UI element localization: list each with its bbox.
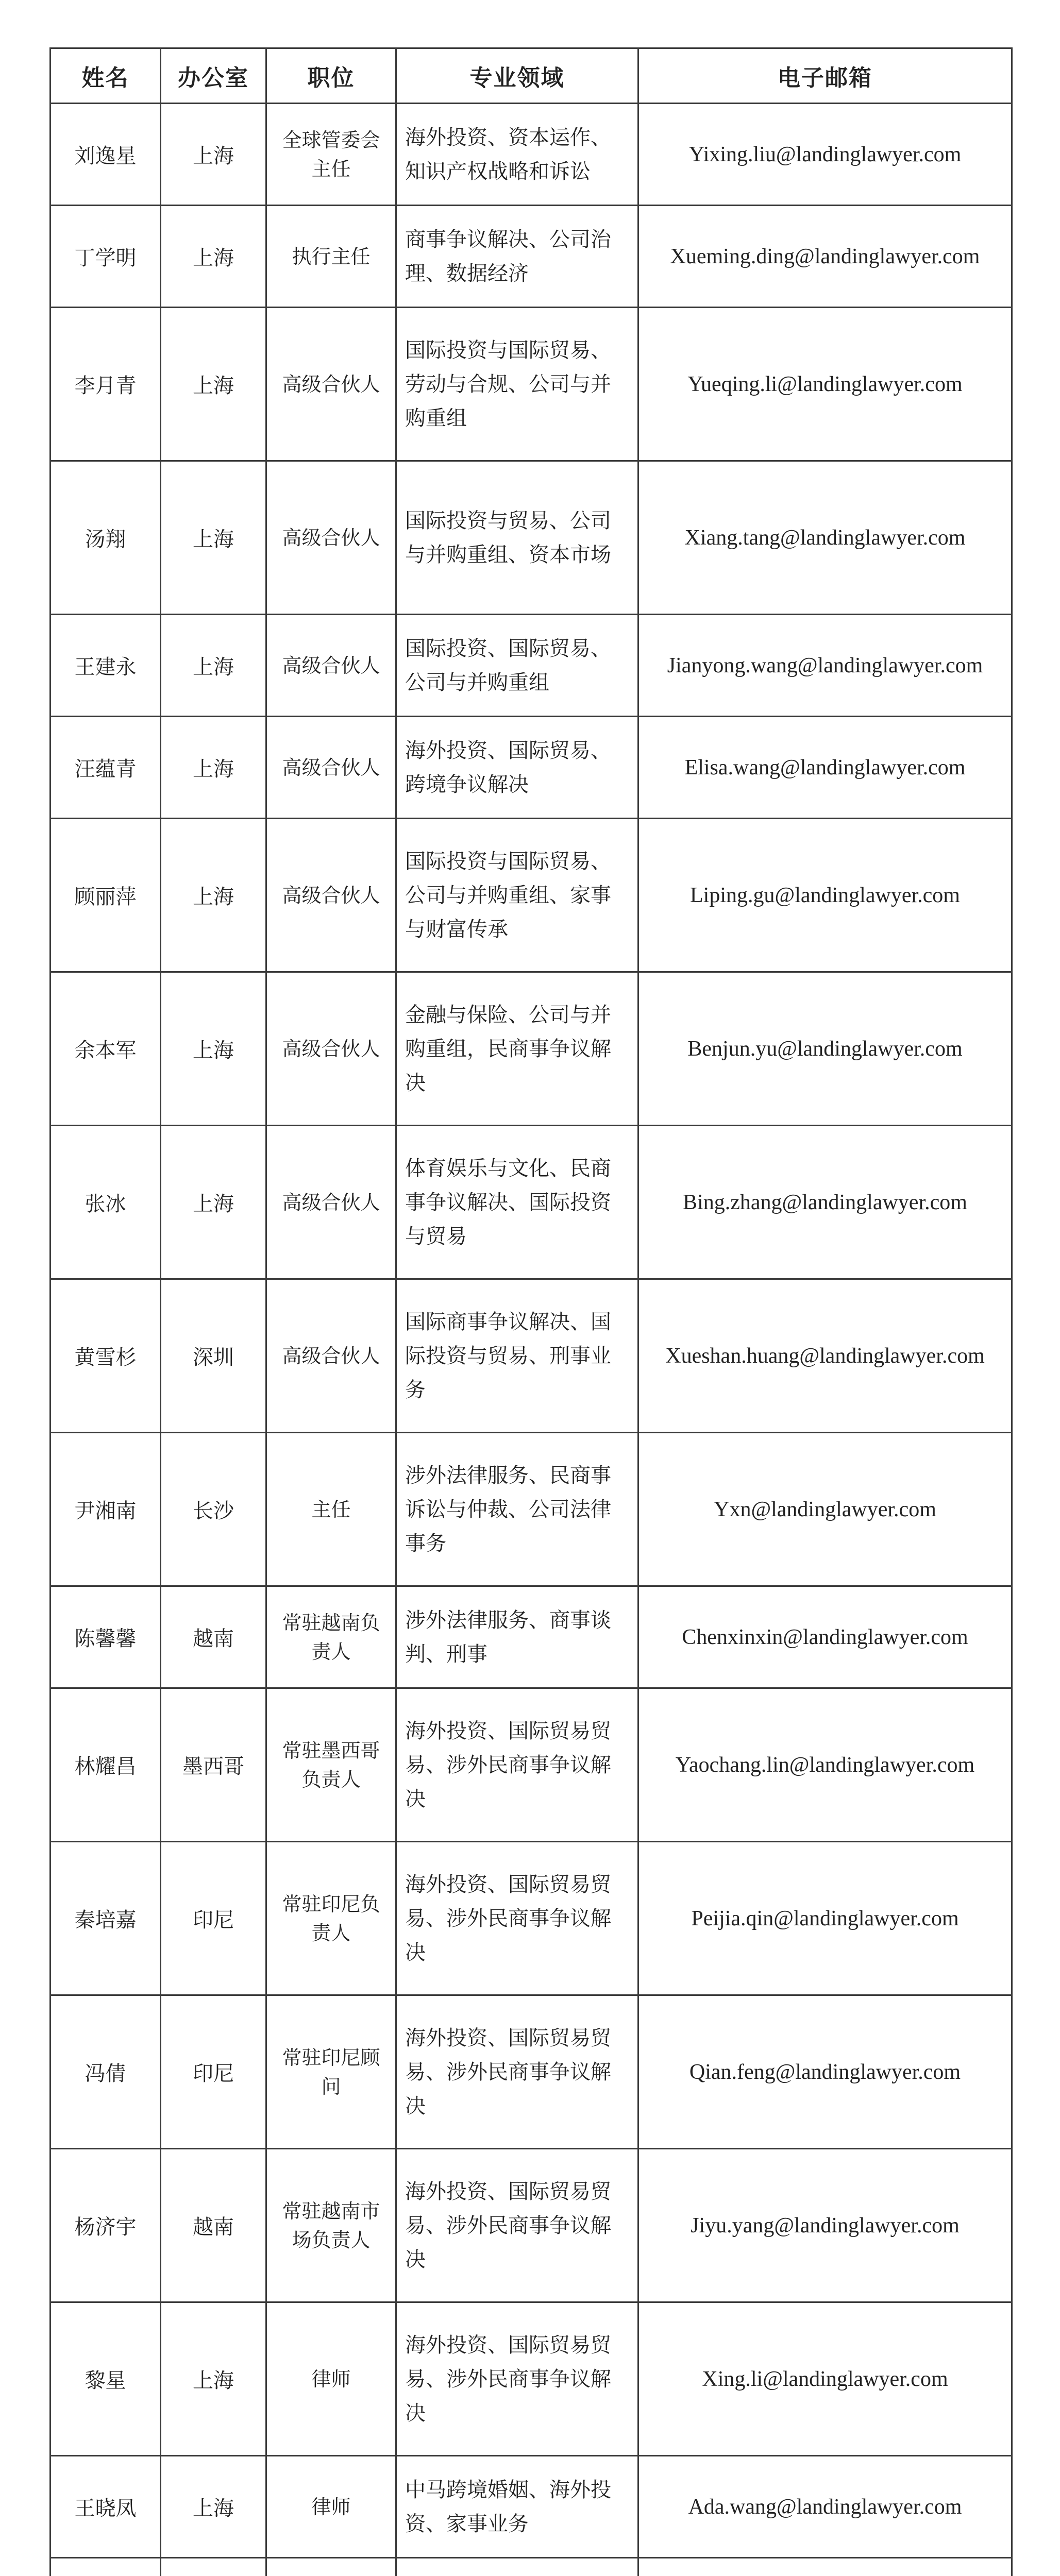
email-cell: Xiang.tang@landinglawyer.com	[638, 461, 1012, 615]
area-cell: 海外投资、国际贸易贸易、涉外民商事争议解决	[396, 1995, 638, 2149]
name-cell: 冯倩	[51, 1995, 161, 2149]
table-body	[51, 104, 1012, 2576]
title-cell: 高级合伙人	[266, 972, 396, 1126]
table-row	[51, 1842, 1012, 1995]
table-row	[51, 717, 1012, 819]
name-cell: 秦培嘉	[51, 1842, 161, 1995]
lawyer-directory	[49, 47, 1011, 2576]
name-cell	[51, 2558, 161, 2576]
name-cell: 顾丽萍	[51, 819, 161, 972]
office-cell: 上海	[161, 972, 266, 1126]
email-cell: Benjun.yu@landinglawyer.com	[638, 972, 1012, 1126]
title-cell: 律师	[266, 2456, 396, 2558]
office-cell: 印尼	[161, 1842, 266, 1995]
office-cell: 深圳	[161, 1279, 266, 1433]
office-cell: 上海	[161, 1126, 266, 1279]
email-cell: Qian.feng@landinglawyer.com	[638, 1995, 1012, 2149]
header-title: 职位	[266, 48, 396, 104]
email-cell: Ada.wang@landinglawyer.com	[638, 2456, 1012, 2558]
name-cell: 余本军	[51, 972, 161, 1126]
table-row	[51, 615, 1012, 717]
office-cell: 墨西哥	[161, 1688, 266, 1842]
area-cell: 海外投资、国际贸易贸易、涉外民商事争议解决	[396, 1688, 638, 1842]
title-cell: 高级合伙人	[266, 308, 396, 461]
email-cell: Liping.gu@landinglawyer.com	[638, 819, 1012, 972]
email-cell: Yixing.liu@landinglawyer.com	[638, 104, 1012, 206]
area-cell: 体育娱乐与文化、民商事争议解决、国际投资与贸易	[396, 1126, 638, 1279]
title-cell: 执行主任	[266, 206, 396, 308]
table-header	[51, 48, 1012, 104]
area-cell: 国际投资与国际贸易、公司与并购重组、家事与财富传承	[396, 819, 638, 972]
title-cell: 高级合伙人	[266, 717, 396, 819]
name-cell: 黄雪杉	[51, 1279, 161, 1433]
name-cell: 陈馨馨	[51, 1586, 161, 1688]
area-cell: 国际投资与贸易、公司与并购重组、资本市场	[396, 461, 638, 615]
area-cell: 海外投资、国际贸易贸易、涉外民商事争议解决	[396, 2149, 638, 2302]
email-cell: Bing.zhang@landinglawyer.com	[638, 1126, 1012, 1279]
table-row	[51, 1279, 1012, 1433]
area-cell: 国际投资、国际贸易、公司与并购重组	[396, 615, 638, 717]
office-cell: 上海	[161, 461, 266, 615]
title-cell: 常驻印尼负责人	[266, 1842, 396, 1995]
name-cell: 张冰	[51, 1126, 161, 1279]
email-cell	[638, 2558, 1012, 2576]
table-row	[51, 2558, 1012, 2576]
office-cell	[161, 2558, 266, 2576]
name-cell: 李月青	[51, 308, 161, 461]
office-cell: 印尼	[161, 1995, 266, 2149]
name-cell: 黎星	[51, 2302, 161, 2456]
header-office: 办公室	[161, 48, 266, 104]
table-row	[51, 1995, 1012, 2149]
area-cell: 涉外法律服务、商事谈判、刑事	[396, 1586, 638, 1688]
area-cell: 金融与保险、公司与并购重组，民商事争议解决	[396, 972, 638, 1126]
office-cell: 上海	[161, 104, 266, 206]
office-cell: 上海	[161, 2456, 266, 2558]
name-cell: 王晓凤	[51, 2456, 161, 2558]
table-row	[51, 2456, 1012, 2558]
header-email: 电子邮箱	[638, 48, 1012, 104]
title-cell: 常驻越南市场负责人	[266, 2149, 396, 2302]
table-row	[51, 104, 1012, 206]
title-cell: 律师	[266, 2302, 396, 2456]
table-row	[51, 1586, 1012, 1688]
title-cell: 常驻墨西哥负责人	[266, 1688, 396, 1842]
header-row	[51, 48, 1012, 104]
name-cell: 杨济宇	[51, 2149, 161, 2302]
office-cell: 上海	[161, 717, 266, 819]
email-cell: Jiyu.yang@landinglawyer.com	[638, 2149, 1012, 2302]
area-cell: 海外投资、资本运作、知识产权战略和诉讼	[396, 104, 638, 206]
table-row	[51, 461, 1012, 615]
name-cell: 王建永	[51, 615, 161, 717]
email-cell: Xing.li@landinglawyer.com	[638, 2302, 1012, 2456]
table-row	[51, 2302, 1012, 2456]
name-cell: 汤翔	[51, 461, 161, 615]
office-cell: 越南	[161, 1586, 266, 1688]
office-cell: 上海	[161, 308, 266, 461]
lawyer-directory-table	[49, 47, 1013, 2576]
email-cell: Elisa.wang@landinglawyer.com	[638, 717, 1012, 819]
area-cell: 国际商事争议解决、国际投资与贸易、刑事业务	[396, 1279, 638, 1433]
email-cell: Xueshan.huang@landinglawyer.com	[638, 1279, 1012, 1433]
email-cell: Yueqing.li@landinglawyer.com	[638, 308, 1012, 461]
office-cell: 越南	[161, 2149, 266, 2302]
area-cell	[396, 2558, 638, 2576]
email-cell: Xueming.ding@landinglawyer.com	[638, 206, 1012, 308]
name-cell: 汪蕴青	[51, 717, 161, 819]
area-cell: 国际投资与国际贸易、劳动与合规、公司与并购重组	[396, 308, 638, 461]
title-cell: 高级合伙人	[266, 615, 396, 717]
header-name: 姓名	[51, 48, 161, 104]
table-row	[51, 1433, 1012, 1586]
office-cell: 上海	[161, 2302, 266, 2456]
title-cell: 高级合伙人	[266, 1279, 396, 1433]
office-cell: 上海	[161, 206, 266, 308]
name-cell: 刘逸星	[51, 104, 161, 206]
area-cell: 海外投资、国际贸易贸易、涉外民商事争议解决	[396, 2302, 638, 2456]
name-cell: 丁学明	[51, 206, 161, 308]
title-cell: 高级合伙人	[266, 461, 396, 615]
area-cell: 海外投资、国际贸易、跨境争议解决	[396, 717, 638, 819]
table-row	[51, 206, 1012, 308]
table-row	[51, 2149, 1012, 2302]
email-cell: Jianyong.wang@landinglawyer.com	[638, 615, 1012, 717]
table-row	[51, 819, 1012, 972]
title-cell: 高级合伙人	[266, 1126, 396, 1279]
email-cell: Yaochang.lin@landinglawyer.com	[638, 1688, 1012, 1842]
title-cell: 常驻越南负责人	[266, 1586, 396, 1688]
table-row	[51, 1126, 1012, 1279]
area-cell: 中马跨境婚姻、海外投资、家事业务	[396, 2456, 638, 2558]
email-cell: Yxn@landinglawyer.com	[638, 1433, 1012, 1586]
email-cell: Chenxinxin@landinglawyer.com	[638, 1586, 1012, 1688]
area-cell: 涉外法律服务、民商事诉讼与仲裁、公司法律事务	[396, 1433, 638, 1586]
table-row	[51, 1688, 1012, 1842]
email-cell: Peijia.qin@landinglawyer.com	[638, 1842, 1012, 1995]
title-cell: 高级合伙人	[266, 819, 396, 972]
header-area: 专业领域	[396, 48, 638, 104]
title-cell: 常驻印尼顾问	[266, 1995, 396, 2149]
name-cell: 林耀昌	[51, 1688, 161, 1842]
name-cell: 尹湘南	[51, 1433, 161, 1586]
office-cell: 上海	[161, 819, 266, 972]
title-cell: 主任	[266, 1433, 396, 1586]
title-cell: 全球管委会主任	[266, 104, 396, 206]
office-cell: 长沙	[161, 1433, 266, 1586]
table-row	[51, 308, 1012, 461]
table-row	[51, 972, 1012, 1126]
title-cell	[266, 2558, 396, 2576]
area-cell: 海外投资、国际贸易贸易、涉外民商事争议解决	[396, 1842, 638, 1995]
office-cell: 上海	[161, 615, 266, 717]
area-cell: 商事争议解决、公司治理、数据经济	[396, 206, 638, 308]
